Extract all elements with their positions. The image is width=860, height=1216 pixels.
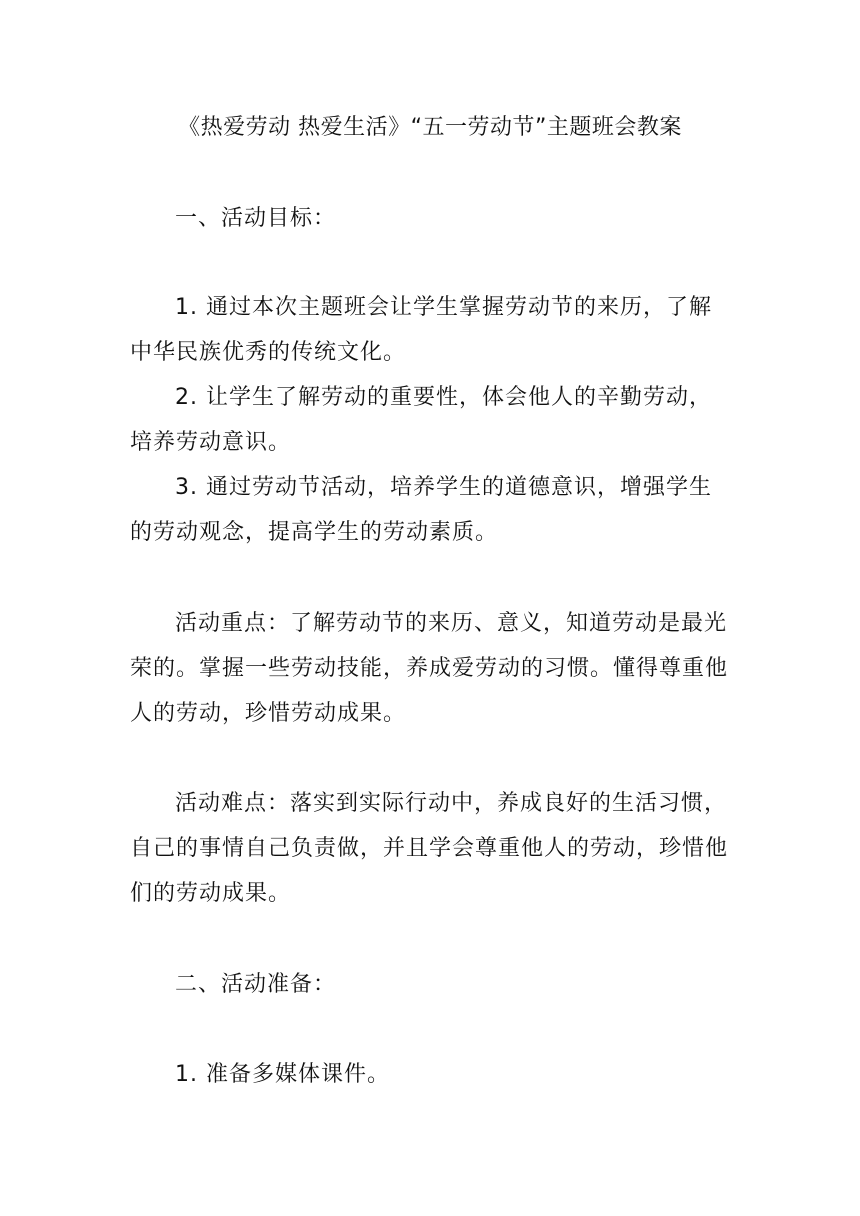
difficulties-text: 活动难点：落实到实际行动中，养成良好的生活习惯，自己的事情自己负责做，并且学会尊重他人的劳动，珍惜他们的劳动成果。 (130, 791, 729, 906)
difficulties-paragraph (130, 781, 730, 916)
objective-item-1: 1. 通过本次主题班会让学生掌握劳动节的来历，了解中华民族优秀的传统文化。 (130, 295, 712, 365)
key-points-paragraph (130, 601, 730, 736)
preparation-item-1: 1. 准备多媒体课件。 (175, 1062, 390, 1087)
section-heading-preparation: 二、活动准备： (175, 972, 337, 997)
objective-item-3: 3. 通过劳动节活动，培养学生的道德意识，增强学生的劳动观念，提高学生的劳动素质。 (130, 475, 712, 545)
section-heading-objectives: 一、活动目标： (175, 206, 337, 231)
document-title: 《热爱劳动 热爱生活》“五一劳动节”主题班会教案 (178, 115, 682, 140)
preparation-list (130, 1052, 730, 1097)
objective-item-2: 2. 让学生了解劳动的重要性，体会他人的辛勤劳动，培养劳动意识。 (130, 385, 712, 455)
objectives-list (130, 285, 730, 555)
key-points-text: 活动重点：了解劳动节的来历、意义，知道劳动是最光荣的。掌握一些劳动技能，养成爱劳动的习惯。懂得尊重他人的劳动，珍惜劳动成果。 (130, 611, 729, 726)
